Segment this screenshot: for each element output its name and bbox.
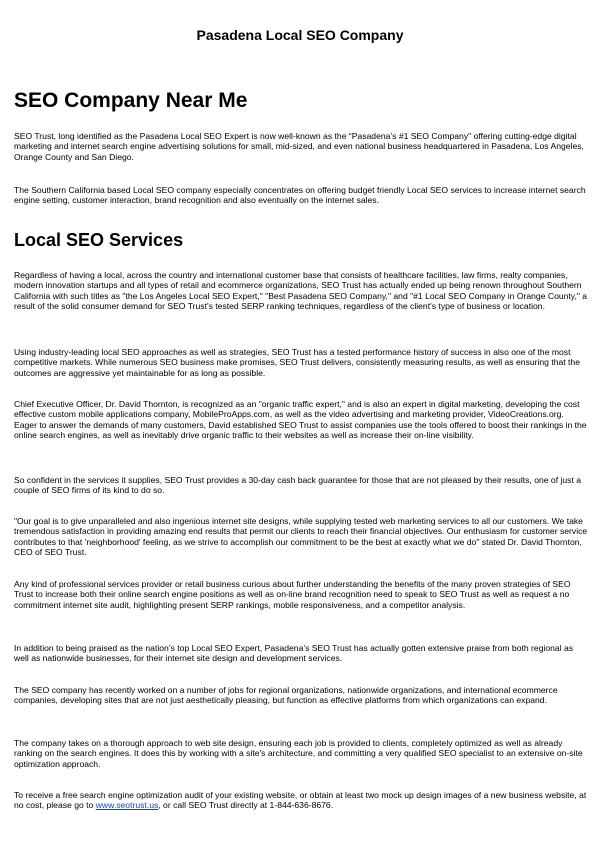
free-audit-phone-text: , or call SEO Trust directly at 1-844-636-8676. (158, 800, 334, 811)
paragraph-praise: In addition to being praised as the nation’s top Local SEO Expert, Pasadena’s SEO Trust has actually gotten extensive praise from both regional as well as nationwide businesses, for their internet site design and development services. (14, 643, 574, 664)
paragraph-guarantee: So confident in the services it supplies, SEO Trust provides a 30-day cash back guarantee for those that are not pleased by their results, one of just a couple of SEO firms of its kind to do so. (14, 475, 582, 496)
paragraph-approaches: Using industry-leading local SEO approaches as well as strategies, SEO Trust has a tested performance history of success in also one of the most competitive markets. While numerous SEO business make promises, SEO Trust delivers, consistently measuring results, as well as ensuring that the outcomes are aggressive yet maintainable for as long as possible. (14, 347, 580, 378)
paragraph-intro: SEO Trust, long identified as the Pasadena Local SEO Expert is now well-known as the “Pasadena’s #1 SEO Company" offering cutting-edge digital marketing and internet search engine advertising solutions for small, mid-sized, and even national business headquartered in Pasadena, Los Angeles, Orange County and San Diego. (14, 131, 584, 162)
paragraph-professional-services: Any kind of professional services provider or retail business curious about further understanding the benefits of the many proven strategies of SEO Trust to increase both their online search engine positions as well as on-line brand recognition need to speak to SEO Trust as well as request a no commitment internet site audit, highlighting present SERP rankings, mobile responsiveness, and a competitor analysis. (14, 579, 571, 610)
heading-seo-company-near-me: SEO Company Near Me (14, 89, 248, 112)
paragraph-free-audit (14, 790, 588, 811)
paragraph-recent-work: The SEO company has recently worked on a number of jobs for regional organizations, nationwide organizations, and international ecommerce companies, developing sites that are not just aesthetically pleasing, but function as effective platforms from which organizations can expand. (14, 685, 558, 706)
heading-local-seo-services: Local SEO Services (14, 230, 184, 250)
paragraph-southern-california: The Southern California based Local SEO company especially concentrates on offering budget friendly Local SEO services to increase internet search engine setting, customer interaction, brand recognition and also eventually on the internet sales. (14, 185, 586, 206)
paragraph-approach: The company takes on a thorough approach to web site design, ensuring each job is provided to clients, completely optimized as well as already ranking on the search engines. It does this by working with a site's architecture, and committing a very qualified SEO specialist to an extensive on-site optimization approach. (14, 738, 583, 769)
paragraph-customer-base: Regardless of having a local, across the country and international customer base that consists of healthcare facilities, law firms, realty companies, modern innovation startups and all types of retail and ecommerce organizations, SEO Trust has actually ended up being renown throughout Southern California with such titles as "the Los Angeles Local SEO Expert," "Best Pasadena SEO Company," and "#1 Local SEO Company in Orange County," a result of the solid consumer demand for SEO Trust's tested SERP ranking techniques, regardless of the client's type of business or location. (14, 270, 588, 312)
document-title: Pasadena Local SEO Company (196, 27, 404, 43)
seotrust-link[interactable]: www.seotrust.us (95, 800, 159, 811)
paragraph-ceo: Chief Executive Officer, Dr. David Thornton, is recognized as an "organic traffic expert," and is also an expert in digital marketing, developing the cost effective custom mobile applications company, MobileProApps.com, as well as the video advertising and marketing provider, VideoCreations.org. Eager to answer the demands of many customers, David established SEO Trust to assist companies use the tools offered to boost their rankings in the online search engines, as well as inevitably drive organic traffic to their websites as well as increase their on-line visibility. (14, 399, 587, 441)
paragraph-quote: "Our goal is to give unparalleled and also ingenious internet site designs, while supplying tested web marketing services to all our customers. We take tremendous satisfaction in providing amazing end results that permit our clients to reach their financial objectives. Our enthusiasm for customer service contributes to that 'neighborhood' feeling, as we strive to accomplish our commitment to be the best at exactly what we do" stated Dr. David Thornton, CEO of SEO Trust. (14, 516, 588, 558)
free-audit-text: To receive a free search engine optimization audit of your existing website, or obtain at least two mock up design images of a new business website, at no cost, please go to (14, 790, 587, 811)
